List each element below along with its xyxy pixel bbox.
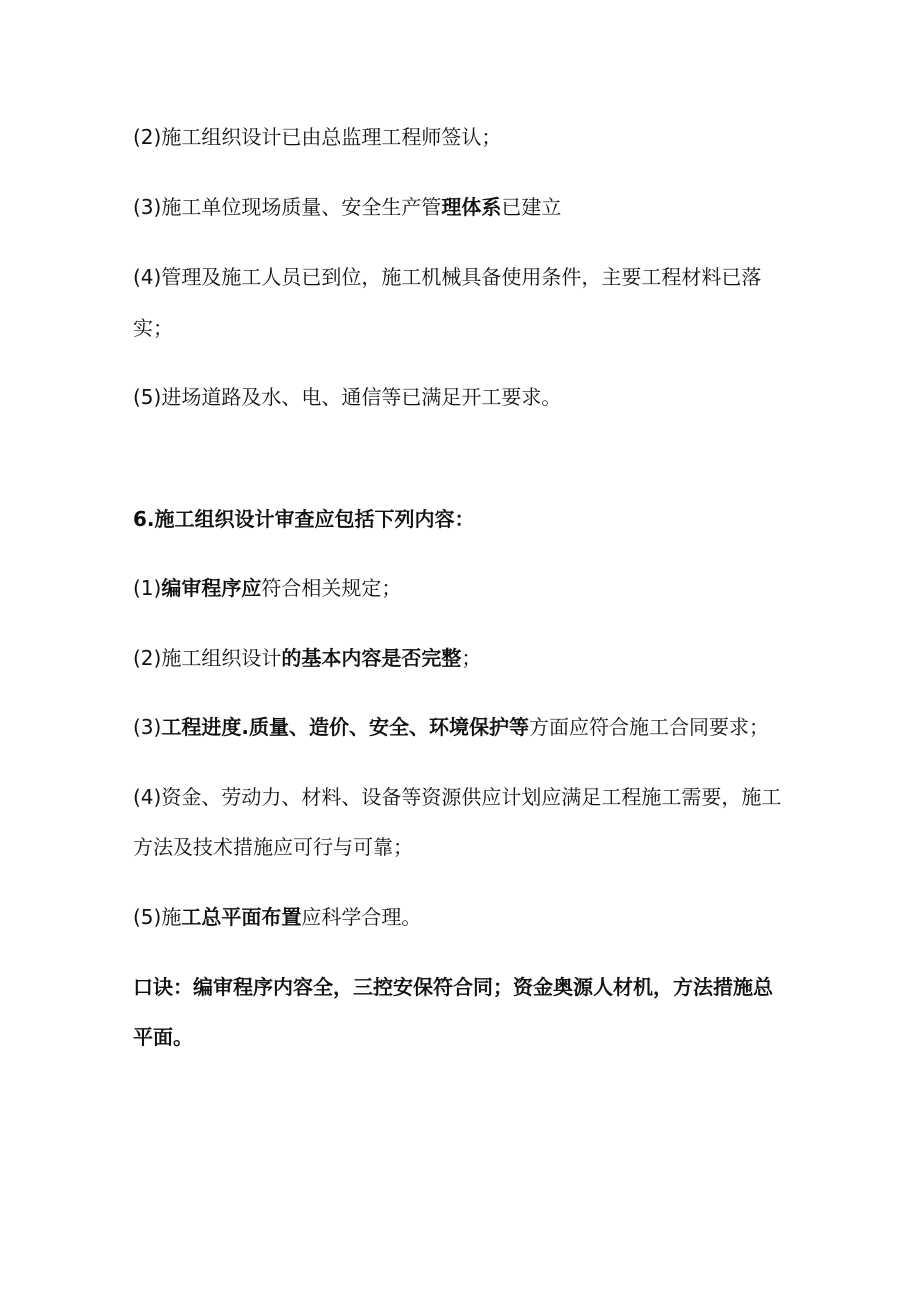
review-item-3-part-c: 方面应符合施工合同要求； bbox=[528, 715, 769, 739]
item-5-span: (5)进场道路及水、电、通信等已满足开工要求。 bbox=[133, 385, 562, 409]
review-item-3-part-a: (3) bbox=[133, 715, 162, 739]
review-item-3 bbox=[133, 712, 793, 742]
review-item-1-part-b: 编审程序应 bbox=[161, 576, 262, 600]
item-3-part-b: 理体系 bbox=[441, 195, 502, 219]
section-heading-span: 6.施工组织设计审查应包括下列内容： bbox=[133, 507, 475, 531]
item-4-line-1 bbox=[133, 262, 793, 292]
review-item-2-part-c: ； bbox=[461, 646, 482, 670]
item-4-line-2-span: 实； bbox=[133, 316, 173, 340]
item-3-part-a: (3)施工单位现场质量、安全生产管 bbox=[133, 195, 442, 219]
review-item-4-line-2-span: 方法及技术措施应可行与可靠； bbox=[133, 835, 413, 859]
review-item-1-part-c: 符合相关规定； bbox=[261, 576, 402, 600]
mnemonic-line-1 bbox=[133, 972, 793, 1002]
review-item-5 bbox=[133, 902, 793, 932]
review-item-4-line-1 bbox=[133, 782, 793, 812]
item-3-part-c: 已建立 bbox=[501, 195, 562, 219]
review-item-3-part-b: 工程进度.质量、造价、安全、环境保护等 bbox=[161, 715, 529, 739]
mnemonic-line-2 bbox=[133, 1022, 793, 1052]
review-item-4-line-2 bbox=[133, 832, 793, 862]
review-item-5-part-a: (5)施 bbox=[133, 905, 182, 929]
review-item-1-part-a: (1) bbox=[133, 576, 162, 600]
review-item-5-part-b: 工总平面布置 bbox=[181, 905, 302, 929]
review-item-2-part-a: (2)施工组织设计 bbox=[133, 646, 282, 670]
item-5-text bbox=[133, 382, 793, 412]
item-4-line-2 bbox=[133, 313, 793, 343]
mnemonic-line-1-span: 口诀：编审程序内容全，三控安保符合同；资金奥源人材机，方法措施总 bbox=[133, 975, 773, 999]
review-item-2-part-b: 的基本内容是否完整 bbox=[281, 646, 462, 670]
item-2-span: (2)施工组织设计已由总监理工程师签认； bbox=[133, 125, 502, 149]
review-item-4-line-1-span: (4)资金、劳动力、材料、设备等资源供应计划应满足工程施工需要，施工 bbox=[133, 785, 782, 809]
item-2-text bbox=[133, 122, 793, 152]
mnemonic-line-2-span: 平面。 bbox=[133, 1025, 193, 1049]
item-3-text bbox=[133, 192, 793, 222]
review-item-1 bbox=[133, 573, 793, 603]
review-item-2 bbox=[133, 643, 793, 673]
review-item-5-part-c: 应科学合理。 bbox=[301, 905, 422, 929]
section-heading bbox=[133, 504, 793, 534]
item-4-line-1-span: (4)管理及施工人员已到位，施工机械具备使用条件，主要工程材料已落 bbox=[133, 265, 762, 289]
